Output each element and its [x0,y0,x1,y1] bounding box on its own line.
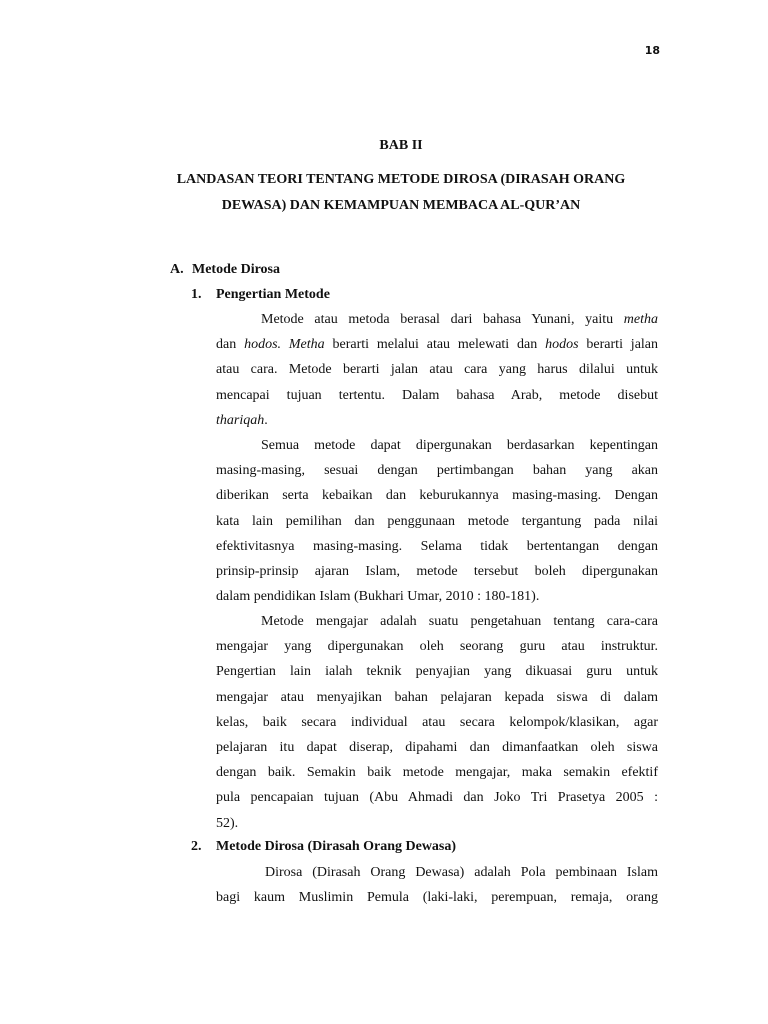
subsection-number: 1. [191,287,202,302]
section-heading-a [170,262,280,278]
subsection-heading-1 [191,287,330,303]
subsection-label: Pengertian Metode [216,287,330,302]
paragraph-line: masing-masing, sesuai dengan pertimbangan bahan yang akan [216,463,658,479]
paragraph-line: mencapai tujuan tertentu. Dalam bahasa Arab, metode disebut [216,387,658,403]
paragraph-line: dalam pendidikan Islam (Bukhari Umar, 2010 : 180-181). [216,589,540,605]
paragraph-line: kata lain pemilihan dan penggunaan metode tergantung pada nilai [216,513,658,529]
paragraph-line: 52). [216,815,239,831]
paragraph-line: Dirosa (Dirasah Orang Dewasa) adalah Pola pembinaan Islam [265,865,658,880]
paragraph-line: bagi kaum Muslimin Pemula (laki-laki, perempuan, remaja, orang [216,890,658,906]
paragraph-line: dengan baik. Semakin baik metode mengajar, maka semakin efektif [216,765,658,781]
paragraph-line: mengajar yang dipergunakan oleh seorang guru atau instruktur. [216,639,658,655]
paragraph-line: pelajaran itu dapat diserap, dipahami dan dimanfaatkan oleh siswa [216,739,658,755]
subsection-heading-2 [191,839,456,855]
section-label: Metode Dirosa [192,262,280,277]
paragraph-3 [216,609,658,836]
paragraph-line: prinsip-prinsip ajaran Islam, metode tersebut boleh dipergunakan [216,563,658,579]
chapter-heading: BAB II [379,138,423,153]
subsection-number: 2. [191,839,202,854]
paragraph-line: Pengertian lain ialah teknik penyajian yang dikuasai guru untuk [216,664,658,680]
page-number: 18 [644,44,660,57]
paragraph-line: thariqah. [216,412,268,428]
chapter-title-line-2: DEWASA) DAN KEMAMPUAN MEMBACA AL-QUR’AN [221,198,581,213]
paragraph-line: dan hodos. Metha berarti melalui atau melewati dan hodos berarti jalan [216,337,659,353]
section-number: A. [170,262,184,277]
paragraph-line: diberikan serta kebaikan dan keburukannya masing-masing. Dengan [216,488,658,504]
paragraph-1 [216,307,658,433]
paragraph-line: efektivitasnya masing-masing. Selama tidak bertentangan dengan [216,538,658,554]
paragraph-4 [216,860,658,910]
paragraph-line: pula pencapaian tujuan (Abu Ahmadi dan Joko Tri Prasetya 2005 : [216,790,658,806]
paragraph-line: kelas, baik secara individual atau secara kelompok/klasikan, agar [216,714,658,730]
paragraph-line: Semua metode dapat dipergunakan berdasarkan kepentingan [261,438,658,453]
chapter-title-line-1: LANDASAN TEORI TENTANG METODE DIROSA (DIRASAH ORANG [176,172,626,187]
paragraph-line: Metode atau metoda berasal dari bahasa Yunani, yaitu metha [261,312,658,327]
paragraph-line: atau cara. Metode berarti jalan atau cara yang harus dilalui untuk [216,362,658,378]
subsection-label: Metode Dirosa (Dirasah Orang Dewasa) [216,839,457,854]
paragraph-line: Metode mengajar adalah suatu pengetahuan tentang cara-cara [261,614,658,629]
paragraph-2 [216,433,658,609]
paragraph-line: mengajar atau menyajikan bahan pelajaran kepada siswa di dalam [216,689,658,705]
